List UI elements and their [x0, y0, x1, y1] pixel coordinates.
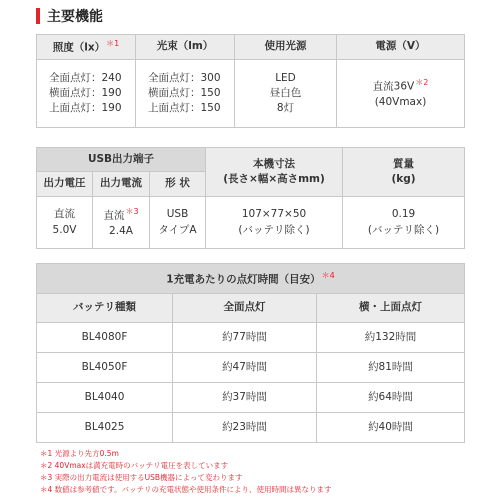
footnote-3: ＊3 実際の出力電流は使用するUSB機器によって変わります — [40, 473, 243, 482]
header-usb: USB出力端子 — [37, 148, 206, 172]
cell-full: 約47時間 — [173, 353, 317, 383]
header-shape: 形 状 — [150, 172, 206, 197]
header-battery-type: バッテリ種類 — [37, 294, 173, 323]
header-mass: 質量 (kg) — [343, 148, 465, 197]
cell-battery: BL4050F — [37, 353, 173, 383]
cell-current: 直流$^{*3}$ 2.4A — [93, 197, 150, 249]
note-marker: ＊4 — [321, 270, 335, 280]
cell-illuminance: 全面点灯：240 横面点灯：190 上面点灯：190 — [37, 60, 136, 128]
section-heading — [36, 6, 103, 26]
header-full-lighting: 全面点灯 — [173, 294, 317, 323]
cell-side-top: 約40時間 — [317, 413, 465, 443]
header-flux: 光束（lm） — [136, 35, 235, 60]
footnote-1: ＊1 光源より先方0.5m — [40, 449, 119, 458]
heading-accent-bar — [36, 8, 40, 24]
cell-full: 約37時間 — [173, 383, 317, 413]
footnote-2: ＊2 40Vmaxは満充電時のバッテリ電圧を表しています — [40, 461, 229, 470]
header-light-source: 使用光源 — [235, 35, 337, 60]
note-marker: ＊1 — [106, 39, 120, 49]
cell-battery: BL4080F — [37, 323, 173, 353]
spec-table — [36, 34, 465, 128]
header-size: 本機寸法 (長さ×幅×高さmm) — [206, 148, 343, 197]
cell-size: 107×77×50 (バッテリ除く) — [206, 197, 343, 249]
cell-full: 約77時間 — [173, 323, 317, 353]
usb-table — [36, 147, 465, 249]
footnote-4: ＊4 数値は参考値です。バッテリの充電状態や使用条件により、使用時間は異なります — [40, 485, 332, 494]
cell-flux: 全面点灯：300 横面点灯：150 上面点灯：150 — [136, 60, 235, 128]
runtime-title: 1充電あたりの点灯時間（目安）$^{*4}$ — [37, 264, 465, 294]
table-row — [37, 383, 465, 413]
header-output-current: 出力電流 — [93, 172, 150, 197]
cell-voltage: 直流 5.0V — [37, 197, 93, 249]
cell-shape: USB タイプA — [150, 197, 206, 249]
header-output-voltage: 出力電圧 — [37, 172, 93, 197]
heading-title: 主要機能 — [47, 9, 103, 25]
header-illuminance: 照度（lx）$^{*1}$ — [37, 35, 136, 60]
table-row — [37, 323, 465, 353]
table-row — [37, 353, 465, 383]
note-marker: ＊3 — [125, 207, 139, 217]
cell-light-source: LED 昼白色 8灯 — [235, 60, 337, 128]
header-power: 電源（V） — [337, 35, 465, 60]
cell-side-top: 約81時間 — [317, 353, 465, 383]
header-side-top-lighting: 横・上面点灯 — [317, 294, 465, 323]
cell-battery: BL4040 — [37, 383, 173, 413]
note-marker: ＊2 — [415, 78, 429, 88]
runtime-table — [36, 263, 465, 443]
table-row — [37, 413, 465, 443]
cell-side-top: 約64時間 — [317, 383, 465, 413]
cell-side-top: 約132時間 — [317, 323, 465, 353]
footnotes — [40, 448, 332, 496]
cell-battery: BL4025 — [37, 413, 173, 443]
cell-power: 直流$36V^{*2}$ (40Vmax) — [337, 60, 465, 128]
cell-full: 約23時間 — [173, 413, 317, 443]
cell-mass: 0.19 (バッテリ除く) — [343, 197, 465, 249]
